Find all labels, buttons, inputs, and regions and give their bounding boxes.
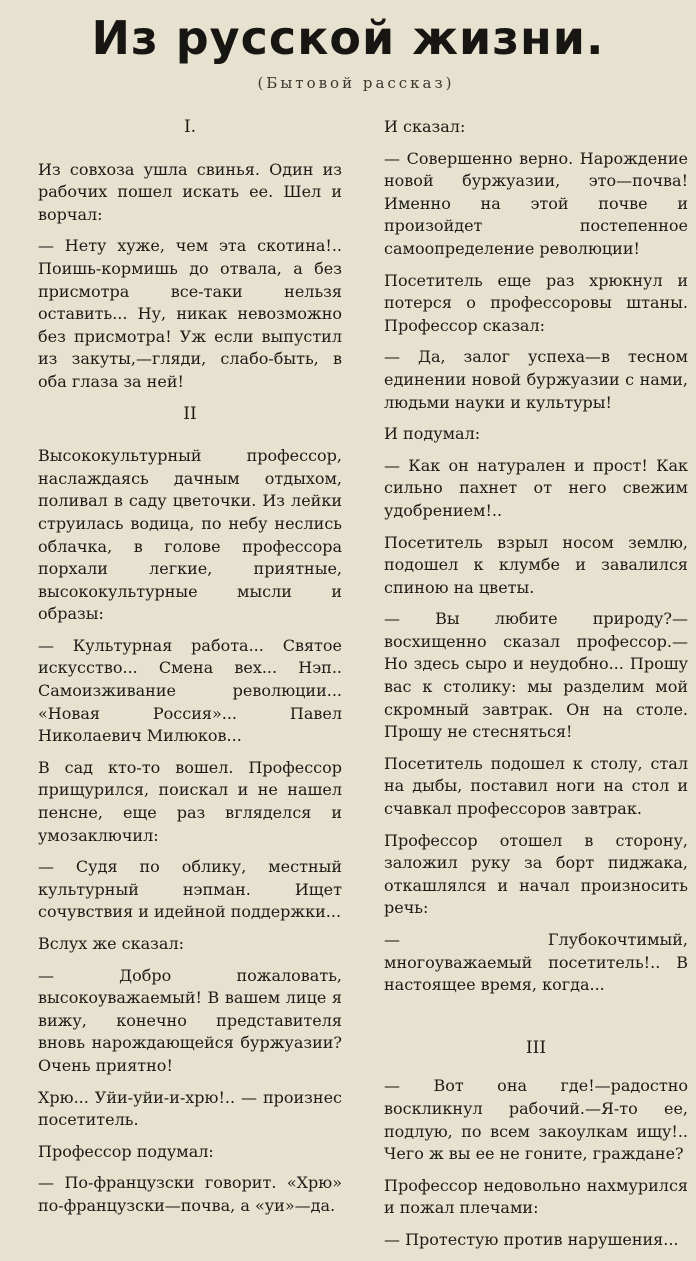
- paragraph: Вслух же сказал:: [38, 934, 184, 953]
- paragraph: — Протестую против нарушения...: [384, 1229, 679, 1249]
- paragraph: Профессор отошел в сторону, заложил руку за борт пиджака, откашлялся и начал произносить речь:: [384, 830, 688, 918]
- paragraph: — Добро пожаловать, высокоуважаемый! В вашем лице я вижу, конечно представителя вновь нарождающейся буржуазии? Очень приятно!: [38, 965, 342, 1075]
- paragraph: — Да, залог успеха—в тесном единении новой буржуазии с нами, людьми науки и культуры!: [384, 347, 688, 412]
- article-title: Из русской жизни.: [91, 11, 605, 65]
- paragraph: — Совершенно верно. Нарождение новой буржуазии, это—почва! Именно на этой почве и произойдет постепенное самоопределение революции!: [384, 148, 688, 258]
- section-number-2: II: [183, 403, 197, 424]
- paragraph: Посетитель взрыл носом землю, подошел к клумбе и завалился спиною на цветы.: [384, 532, 688, 597]
- paragraph: Высококультурный профессор, наслаждаясь дачным отдыхом, поливал в саду цветочки. Из лейки струилась водица, по небу неслись облачка, в голове профессора порхали легкие, приятные, высококультурные мысли и образы:: [38, 446, 342, 624]
- left-column: [38, 110, 342, 1227]
- paragraph: — Вот она где!—радостно воскликнул рабочий.—Я-то ее, подлую, по всем закоулкам ищу!.. Чего ж вы ее не гоните, граждане?: [384, 1076, 688, 1164]
- paragraph: Хрю... Уйи-уйи-и-хрю!.. — произнес посетитель.: [38, 1087, 342, 1130]
- section-number-1: I.: [183, 117, 197, 137]
- paragraph: — Как он натурален и прост! Как сильно пахнет от него свежим удобрением!..: [384, 455, 688, 520]
- paragraph: — Судя по облику, местный культурный нэпман. Ищет сочувствия и идейной поддержки...: [38, 857, 342, 922]
- paragraph: — Нету хуже, чем эта скотина!.. Поишь-кормишь до отвала, а без присмотра все-таки нельзя оставить... Ну, никак невозможно без присмотра! Уж если выпустил из закуты,—гляди, слабо-быть, в оба глаза за ней!: [38, 236, 342, 391]
- paragraph: И сказал:: [384, 117, 466, 136]
- paragraph: В сад кто-то вошел. Профессор прищурился, поискал и не нашел пенсне, еще раз вгляделся и умозаключил:: [38, 757, 342, 845]
- paragraph: — Глубокочтимый, многоуважаемый посетитель!.. В настоящее время, когда...: [384, 930, 688, 995]
- paragraph: — Вы любите природу?—восхищенно сказал профессор.—Но здесь сыро и неудобно... Прошу вас к столику: мы разделим мой скромный завтрак. Он на столе. Прошу не стесняться!: [384, 609, 688, 742]
- paragraph: — По-французски говорит. «Хрю» по-французски—почва, а «уи»—да.: [38, 1173, 342, 1215]
- paragraph: Профессор недовольно нахмурился и пожал плечами:: [384, 1175, 688, 1218]
- paragraph: И подумал:: [384, 424, 481, 444]
- section-number-3: III: [525, 1037, 547, 1058]
- paragraph: Профессор подумал:: [38, 1141, 214, 1161]
- article-subtitle: (Бытовой рассказ): [257, 74, 455, 92]
- paragraph: Посетитель еще раз хрюкнул и потерся о профессоровы штаны. Профессор сказал:: [384, 270, 688, 335]
- paragraph: — Культурная работа... Святое искусство... Смена вех... Нэп.. Самоизживание революции... «Новая Россия»... Павел Николаевич Милюков...: [38, 635, 342, 746]
- paragraph: Из совхоза ушла свинья. Один из рабочих пошел искать ее. Шел и ворчал:: [38, 159, 342, 224]
- paragraph: Посетитель подошел к столу, стал на дыбы, поставил ноги на стол и счавкал профессоров завтрак.: [384, 753, 688, 819]
- right-column: [384, 116, 688, 1261]
